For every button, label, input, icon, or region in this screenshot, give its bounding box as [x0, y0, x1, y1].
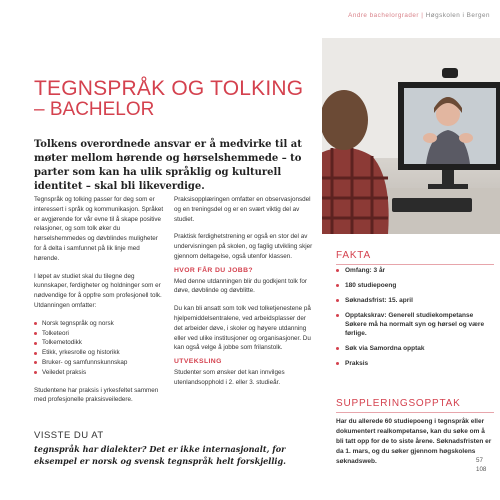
supplering-heading: SUPPLERINGSOPPTAK — [336, 398, 461, 409]
header-school: Høgskolen i Bergen — [425, 12, 490, 19]
paragraph: Studenter som ønsker det kan innvilges utenlandsopphold i 2. eller 3. studieår. — [174, 368, 285, 386]
fakta-list — [336, 266, 496, 374]
list-item: Tolkemetodikk — [34, 338, 164, 348]
section-heading-exchange: UTVEKSLING — [174, 358, 222, 366]
divider — [336, 412, 494, 413]
paragraph: Med denne utdanningen blir du godkjent tolk for døve, døvblinde og døvblitte. — [174, 277, 308, 295]
running-header — [300, 12, 490, 19]
fact-item: 180 studiepoeng — [336, 281, 496, 290]
divider — [336, 264, 494, 265]
list-item: Etikk, yrkesrolle og historikk — [34, 348, 164, 358]
list-item: Bruker- og samfunnskunnskap — [34, 358, 164, 368]
paragraph: I løpet av studiet skal du tilegne deg kunnskaper, ferdigheter og holdninger som er nødvendige for å oppfre som profesjonell tolk. Utdanningen omfatter: — [34, 272, 162, 309]
page-number: 57 — [476, 457, 483, 464]
header-separator: | — [421, 12, 424, 19]
paragraph: Studentene har praksis i yrkesfeltet sammen med profesjonelle praksisveiledere. — [34, 386, 159, 404]
page-title: TEGNSPRÅK OG TOLKING — [34, 77, 304, 100]
fakta-heading: FAKTA — [336, 250, 371, 261]
fact-item: Omfang: 3 år — [336, 266, 496, 275]
photo-sign-language-video-call — [322, 38, 500, 234]
section-heading-jobs: HVOR FÅR DU JOBB? — [174, 266, 253, 274]
list-item: Norsk tegnspråk og norsk — [34, 319, 164, 329]
paragraph: Praksisopplæringen omfatter en observasjonsdel og en treningsdel og er en svært viktig del av studiet. — [174, 196, 311, 223]
course-list — [34, 319, 164, 378]
list-item: Veiledet praksis — [34, 368, 164, 378]
fact-item: Søk via Samordna opptak — [336, 344, 496, 353]
fact-item: Praksis — [336, 359, 496, 368]
supplering-header — [336, 398, 494, 413]
fact-item: Opptakskrav: Generell studiekompetanse Søkere må ha normalt syn og hørsel og være førlige. — [336, 311, 496, 338]
paragraph: Du kan bli ansatt som tolk ved tolketjenestene på hjelpemiddelsentralene, ved arbeidsplasser der det arbeider døve, i skoler og høyere utdanning eller ved ulike institusjoner og organisasjoner. Du kan også velge å jobbe som frilanstolk. — [174, 305, 311, 352]
text-column-2 — [174, 195, 314, 396]
text-column-1 — [34, 195, 164, 413]
supplering-text: Har du allerede 60 studiepoeng i tegnspråk eller dokumentert realkompetanse, kan du søke om å bli tatt opp for de to siste årene. Søknadsfristen er da 1. mars, og du søker gjennom høgskolens søknadsweb. — [336, 418, 492, 465]
fact-item: Søknadsfrist: 15. april — [336, 296, 496, 305]
did-you-know-heading: VISSTE DU AT — [34, 430, 104, 441]
paragraph: Praktisk ferdighetstrening er også en stor del av undervisningen på skolen, og faglig utvikling skjer gjennom deltagelse, også utenfor klassen. — [174, 233, 313, 260]
lead-paragraph: Tolkens overordnede ansvar er å medvirke til at møter mellom hørende og hørselshemmede – to parter som kan ha ulik språklig og kulturell identitet – skal bli likeverdige. — [34, 139, 302, 192]
header-section: Andre bachelorgrader — [348, 12, 420, 19]
list-item: Tolketeori — [34, 329, 164, 339]
supplering-box — [336, 398, 494, 467]
did-you-know-box — [34, 430, 326, 467]
page-subtitle: – BACHELOR — [34, 99, 155, 120]
did-you-know-text: tegnspråk har dialekter? Det er ikke internasjonalt, for eksempel er norsk og svensk tegnspråk helt forskjellig. — [34, 444, 286, 466]
page-number: 108 — [476, 466, 487, 473]
photo-illustration — [322, 38, 500, 234]
paragraph: Tegnspråk og tolking passer for deg som er interessert i språk og kommunikasjon. Språket er avgjørende for vår evne til å skape positive relasjoner, og som tolk øker du hørselshemmedes og døvblindes muligheter for å delta i samfunnet på lik linje med hørende. — [34, 196, 164, 262]
